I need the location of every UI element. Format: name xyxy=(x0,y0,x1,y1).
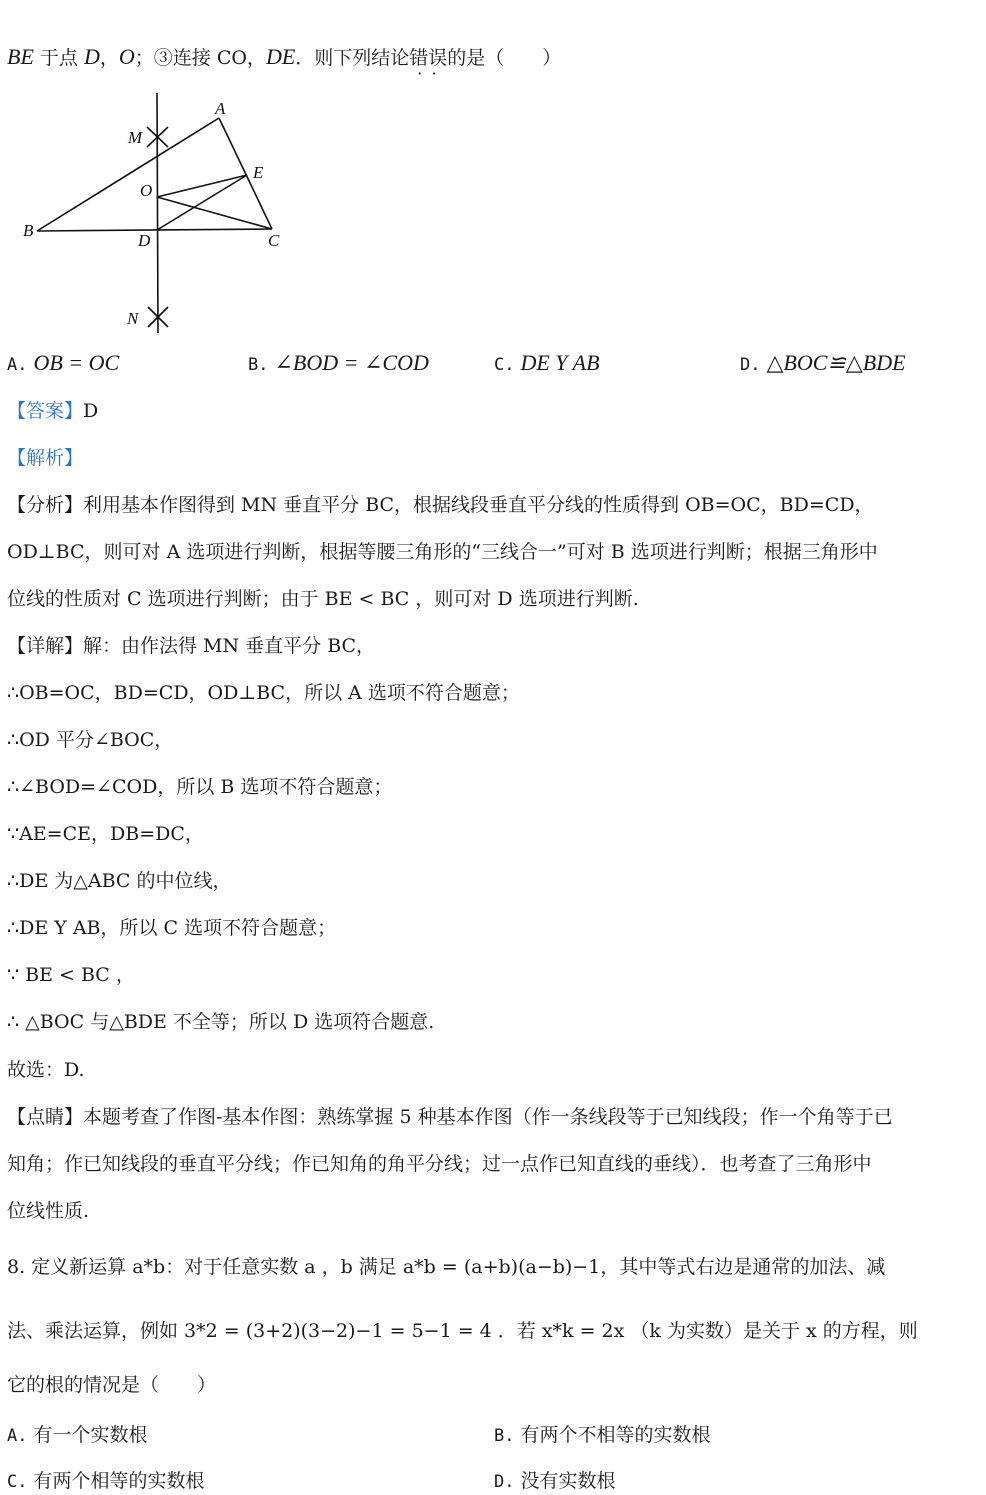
answer-value: D xyxy=(83,400,99,422)
option-label: B. xyxy=(248,355,269,375)
q7-option-d[interactable] xyxy=(740,350,906,376)
option-text: DE Y AB xyxy=(520,350,600,375)
detail-line-1: 【详解】解：由作法得 MN 垂直平分 BC， xyxy=(7,635,376,657)
option-label: D. xyxy=(740,355,761,375)
stem-emphasis: 错误 · · xyxy=(409,47,447,69)
label-n: N xyxy=(127,309,139,328)
conclusion-line: 故选：D. xyxy=(7,1059,85,1081)
option-text: 有两个相等的实数根 xyxy=(33,1470,205,1492)
option-label: D. xyxy=(494,1472,515,1492)
q8-option-d[interactable] xyxy=(494,1466,616,1493)
q8-line-1: 8. 定义新运算 a*b：对于任意实数 a ，b 满足 a*b = (a+b)(a−b)−1，其中等式右边是通常的加法、减 xyxy=(7,1256,886,1278)
tip-line-3: 位线性质. xyxy=(7,1200,90,1222)
option-text: 有两个不相等的实数根 xyxy=(520,1424,711,1446)
tip-line-1: 【点睛】本题考查了作图-基本作图：熟练掌握 5 种基本作图（作一条线段等于已知线段；作一个角等于已 xyxy=(7,1106,893,1128)
option-text: ∠BOD = ∠COD xyxy=(274,350,429,375)
option-label: C. xyxy=(7,1472,28,1492)
stem-text-2: ；③连接 CO， xyxy=(134,47,266,69)
option-text: △BOC≌△BDE xyxy=(766,350,906,375)
stem-o: O xyxy=(118,44,135,69)
option-text: 没有实数根 xyxy=(520,1470,616,1492)
detail-line-2: ∴OB=OC，BD=CD，OD⊥BC，所以 A 选项不符合题意； xyxy=(7,682,520,704)
line-mn xyxy=(157,93,158,333)
analysis-line-3: 位线的性质对 C 选项进行判断；由于 BE < BC ，则可对 D 选项进行判断. xyxy=(7,588,639,610)
analysis-line-2: OD⊥BC，则可对 A 选项进行判断，根据等腰三角形的“三线合一”可对 B 选项进行判断；根据三角形中 xyxy=(7,541,878,563)
q8-line-2: 法、乘法运算，例如 3*2 = (3+2)(3−2)−1 = 5−1 = 4 ．若 x*k = 2x （k 为实数）是关于 x 的方程，则 xyxy=(7,1320,918,1342)
stem-comma: ， xyxy=(99,47,119,69)
q8-option-b[interactable] xyxy=(494,1420,711,1447)
line-oc xyxy=(157,197,272,229)
stem-d: D xyxy=(83,44,100,69)
geometry-figure xyxy=(0,85,300,340)
answer-tag: 【答案】 xyxy=(7,400,84,422)
option-label: B. xyxy=(494,1426,515,1446)
tip-line-2: 知角；作已知线段的垂直平分线；作已知角的角平分线；过一点作已知直线的垂线）．也考查了三角形中 xyxy=(7,1153,872,1175)
analysis-tag: 【解析】 xyxy=(7,447,84,469)
stem-text-3: ．则下列结论 xyxy=(295,47,410,69)
label-o: O xyxy=(140,181,153,200)
stem-text: 于点 xyxy=(33,47,84,69)
detail-line-4: ∴∠BOD=∠COD，所以 B 选项不符合题意； xyxy=(7,776,393,798)
q8-option-a[interactable] xyxy=(7,1420,148,1447)
line-ac xyxy=(219,118,272,229)
line-de xyxy=(157,175,247,230)
label-b: B xyxy=(23,221,34,240)
detail-line-7: ∴DE Y AB，所以 C 选项不符合题意； xyxy=(7,917,337,939)
stem-text-4: 的是（ ） xyxy=(447,47,562,69)
label-d: D xyxy=(138,231,151,250)
q7-option-c[interactable] xyxy=(494,350,600,376)
detail-line-9: ∴ △BOC 与△BDE 不全等；所以 D 选项符合题意. xyxy=(7,1011,435,1033)
q7-stem-tail xyxy=(7,44,561,71)
stem-be: BE xyxy=(7,44,34,69)
option-text: 有一个实数根 xyxy=(33,1424,148,1446)
label-c: C xyxy=(268,231,280,250)
option-label: A. xyxy=(7,355,28,375)
option-label: A. xyxy=(7,1426,28,1446)
answer-line xyxy=(7,398,98,424)
q8-line-3: 它的根的情况是（ ） xyxy=(7,1374,217,1396)
option-label: C. xyxy=(494,355,515,375)
detail-line-8: ∵ BE < BC ， xyxy=(7,964,135,986)
line-oe xyxy=(157,175,247,197)
stem-de: DE xyxy=(265,44,296,69)
detail-line-3: ∴OD 平分∠BOC， xyxy=(7,729,174,751)
detail-line-5: ∵AE=CE，DB=DC， xyxy=(7,823,204,845)
label-a: A xyxy=(215,99,226,118)
detail-line-6: ∴DE 为△ABC 的中位线， xyxy=(7,870,232,892)
q8-option-c[interactable] xyxy=(7,1466,205,1493)
label-m: M xyxy=(128,128,143,147)
option-text: OB = OC xyxy=(33,350,120,375)
label-e: E xyxy=(253,163,264,182)
q7-option-b[interactable] xyxy=(248,350,429,376)
analysis-line-1: 【分析】利用基本作图得到 MN 垂直平分 BC，根据线段垂直平分线的性质得到 OB=OC，BD=CD， xyxy=(7,494,874,516)
q7-option-a[interactable] xyxy=(7,350,119,376)
line-bc xyxy=(37,229,272,231)
